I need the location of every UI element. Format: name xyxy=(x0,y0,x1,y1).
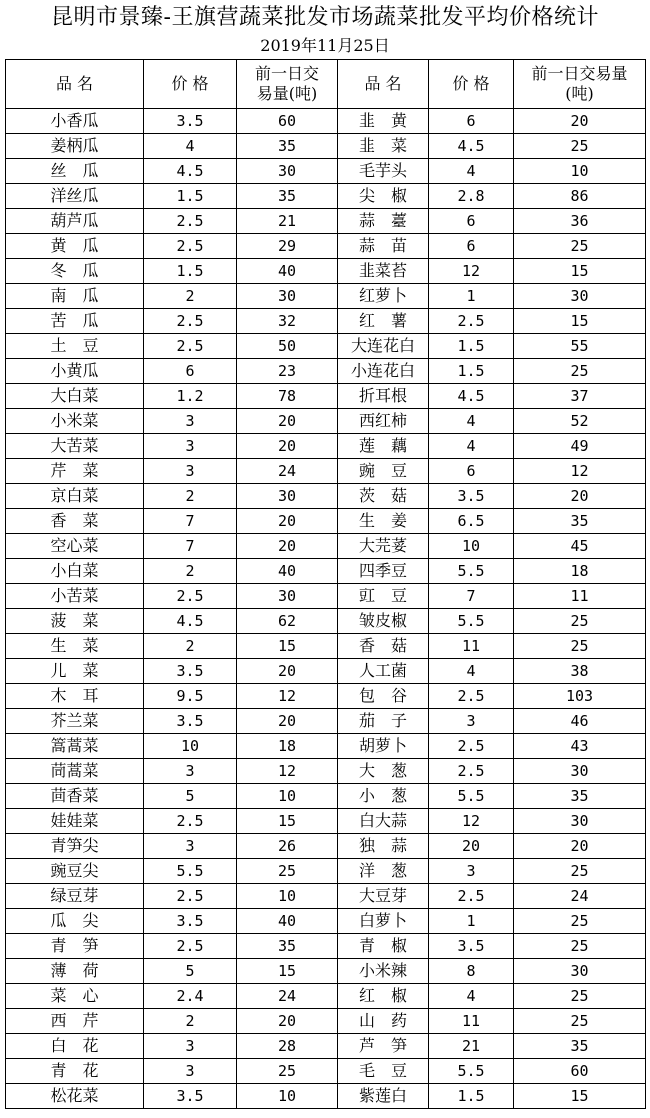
volume-right: 12 xyxy=(514,459,646,484)
table-row xyxy=(6,584,646,609)
vegetable-name-right: 小 葱 xyxy=(338,784,429,809)
price-left: 7 xyxy=(144,534,237,559)
volume-left: 10 xyxy=(237,784,338,809)
vegetable-name-right: 毛芋头 xyxy=(338,159,429,184)
price-right: 2.5 xyxy=(429,734,514,759)
page-title: 昆明市景臻-王旗营蔬菜批发市场蔬菜批发平均价格统计 xyxy=(51,5,599,30)
vegetable-name-left: 西 芹 xyxy=(6,1009,144,1034)
volume-right: 20 xyxy=(514,109,646,134)
vegetable-name-left: 薄 荷 xyxy=(6,959,144,984)
volume-left: 12 xyxy=(237,759,338,784)
vegetable-name-right: 蒜 薹 xyxy=(338,209,429,234)
price-left: 3 xyxy=(144,459,237,484)
table-row xyxy=(6,709,646,734)
price-right: 3.5 xyxy=(429,934,514,959)
price-left: 3 xyxy=(144,1034,237,1059)
price-right: 4 xyxy=(429,409,514,434)
price-right: 4 xyxy=(429,159,514,184)
price-left: 3 xyxy=(144,834,237,859)
table-row xyxy=(6,284,646,309)
vegetable-name-left: 芹 菜 xyxy=(6,459,144,484)
price-left: 3.5 xyxy=(144,709,237,734)
price-right: 20 xyxy=(429,834,514,859)
vegetable-name-left: 小黄瓜 xyxy=(6,359,144,384)
vegetable-name-right: 紫莲白 xyxy=(338,1084,429,1109)
volume-left: 24 xyxy=(237,459,338,484)
vegetable-name-right: 豇 豆 xyxy=(338,584,429,609)
price-left: 3 xyxy=(144,1059,237,1084)
vegetable-name-right: 韭菜苔 xyxy=(338,259,429,284)
volume-right: 10 xyxy=(514,159,646,184)
table-row xyxy=(6,459,646,484)
table-row xyxy=(6,859,646,884)
volume-left: 40 xyxy=(237,909,338,934)
volume-left: 35 xyxy=(237,134,338,159)
volume-left: 18 xyxy=(237,734,338,759)
vegetable-name-right: 韭 菜 xyxy=(338,134,429,159)
vegetable-name-left: 黄 瓜 xyxy=(6,234,144,259)
table-row xyxy=(6,184,646,209)
volume-left: 20 xyxy=(237,509,338,534)
vegetable-name-left: 豌豆尖 xyxy=(6,859,144,884)
price-left: 4.5 xyxy=(144,609,237,634)
volume-right: 37 xyxy=(514,384,646,409)
price-right: 1.5 xyxy=(429,1084,514,1109)
vegetable-name-left: 白 花 xyxy=(6,1034,144,1059)
price-right: 1 xyxy=(429,284,514,309)
volume-right: 45 xyxy=(514,534,646,559)
volume-left: 25 xyxy=(237,1059,338,1084)
price-right: 6 xyxy=(429,234,514,259)
vegetable-name-left: 小白菜 xyxy=(6,559,144,584)
volume-right: 30 xyxy=(514,759,646,784)
vegetable-name-left: 木 耳 xyxy=(6,684,144,709)
table-row xyxy=(6,159,646,184)
vegetable-name-left: 青 笋 xyxy=(6,934,144,959)
header-volume-right-line2: (吨) xyxy=(565,84,594,103)
vegetable-name-left: 茴香菜 xyxy=(6,784,144,809)
price-right: 21 xyxy=(429,1034,514,1059)
vegetable-name-left: 青笋尖 xyxy=(6,834,144,859)
table-row xyxy=(6,959,646,984)
volume-left: 35 xyxy=(237,184,338,209)
table-row xyxy=(6,784,646,809)
table-row xyxy=(6,1059,646,1084)
price-right: 6.5 xyxy=(429,509,514,534)
table-row xyxy=(6,384,646,409)
price-right: 6 xyxy=(429,209,514,234)
table-row xyxy=(6,334,646,359)
volume-right: 20 xyxy=(514,484,646,509)
vegetable-name-left: 小米菜 xyxy=(6,409,144,434)
vegetable-name-right: 独 蒜 xyxy=(338,834,429,859)
price-left: 4.5 xyxy=(144,159,237,184)
price-right: 11 xyxy=(429,1009,514,1034)
vegetable-name-left: 青 花 xyxy=(6,1059,144,1084)
price-right: 4 xyxy=(429,984,514,1009)
vegetable-name-right: 折耳根 xyxy=(338,384,429,409)
volume-left: 25 xyxy=(237,859,338,884)
volume-left: 30 xyxy=(237,484,338,509)
vegetable-name-right: 红萝卜 xyxy=(338,284,429,309)
volume-right: 30 xyxy=(514,959,646,984)
vegetable-name-right: 茄 子 xyxy=(338,709,429,734)
table-row xyxy=(6,1034,646,1059)
volume-left: 30 xyxy=(237,284,338,309)
volume-left: 32 xyxy=(237,309,338,334)
volume-left: 12 xyxy=(237,684,338,709)
price-left: 1.5 xyxy=(144,259,237,284)
vegetable-name-left: 儿 菜 xyxy=(6,659,144,684)
table-row xyxy=(6,684,646,709)
volume-left: 35 xyxy=(237,934,338,959)
volume-left: 24 xyxy=(237,984,338,1009)
vegetable-name-left: 空心菜 xyxy=(6,534,144,559)
volume-right: 20 xyxy=(514,834,646,859)
vegetable-name-left: 苦 瓜 xyxy=(6,309,144,334)
volume-right: 15 xyxy=(514,309,646,334)
price-right: 6 xyxy=(429,109,514,134)
price-left: 10 xyxy=(144,734,237,759)
price-right: 4 xyxy=(429,659,514,684)
vegetable-name-left: 南 瓜 xyxy=(6,284,144,309)
volume-right: 15 xyxy=(514,1084,646,1109)
vegetable-name-right: 大豆芽 xyxy=(338,884,429,909)
price-right: 2.8 xyxy=(429,184,514,209)
volume-right: 24 xyxy=(514,884,646,909)
volume-right: 25 xyxy=(514,859,646,884)
vegetable-name-left: 香 菜 xyxy=(6,509,144,534)
table-row xyxy=(6,934,646,959)
volume-right: 60 xyxy=(514,1059,646,1084)
volume-right: 55 xyxy=(514,334,646,359)
volume-left: 10 xyxy=(237,884,338,909)
volume-left: 15 xyxy=(237,959,338,984)
table-row xyxy=(6,1009,646,1034)
vegetable-name-left: 瓜 尖 xyxy=(6,909,144,934)
volume-right: 25 xyxy=(514,934,646,959)
price-left: 2 xyxy=(144,1009,237,1034)
price-right: 12 xyxy=(429,809,514,834)
vegetable-name-right: 大芫荽 xyxy=(338,534,429,559)
vegetable-name-right: 芦 笋 xyxy=(338,1034,429,1059)
vegetable-name-right: 小米辣 xyxy=(338,959,429,984)
table-row xyxy=(6,409,646,434)
volume-left: 60 xyxy=(237,109,338,134)
table-row xyxy=(6,984,646,1009)
header-volume-left xyxy=(237,60,338,109)
vegetable-name-right: 红 椒 xyxy=(338,984,429,1009)
vegetable-name-left: 葫芦瓜 xyxy=(6,209,144,234)
volume-left: 40 xyxy=(237,259,338,284)
price-right: 10 xyxy=(429,534,514,559)
vegetable-name-right: 皱皮椒 xyxy=(338,609,429,634)
vegetable-name-right: 包 谷 xyxy=(338,684,429,709)
volume-right: 25 xyxy=(514,134,646,159)
header-price-right: 价 格 xyxy=(429,60,514,109)
volume-right: 35 xyxy=(514,784,646,809)
price-right: 8 xyxy=(429,959,514,984)
price-right: 12 xyxy=(429,259,514,284)
price-left: 9.5 xyxy=(144,684,237,709)
price-left: 2.5 xyxy=(144,584,237,609)
price-left: 3 xyxy=(144,409,237,434)
table-row xyxy=(6,109,646,134)
header-volume-right xyxy=(514,60,646,109)
price-left: 2 xyxy=(144,559,237,584)
header-row xyxy=(6,60,646,109)
price-left: 2.5 xyxy=(144,309,237,334)
vegetable-name-right: 四季豆 xyxy=(338,559,429,584)
price-left: 4 xyxy=(144,134,237,159)
vegetable-name-left: 京白菜 xyxy=(6,484,144,509)
vegetable-name-right: 生 姜 xyxy=(338,509,429,534)
vegetable-name-right: 大连花白 xyxy=(338,334,429,359)
volume-right: 25 xyxy=(514,909,646,934)
vegetable-name-left: 小苦菜 xyxy=(6,584,144,609)
volume-left: 10 xyxy=(237,1084,338,1109)
volume-left: 20 xyxy=(237,659,338,684)
vegetable-name-left: 大苦菜 xyxy=(6,434,144,459)
volume-right: 25 xyxy=(514,634,646,659)
volume-left: 20 xyxy=(237,409,338,434)
price-left: 3 xyxy=(144,759,237,784)
header-volume-left-line2: 易量(吨) xyxy=(256,84,318,103)
table-row xyxy=(6,759,646,784)
price-right: 11 xyxy=(429,634,514,659)
price-right: 1.5 xyxy=(429,359,514,384)
vegetable-name-left: 土 豆 xyxy=(6,334,144,359)
volume-right: 15 xyxy=(514,259,646,284)
table-row xyxy=(6,434,646,459)
table-row xyxy=(6,559,646,584)
price-left: 1.2 xyxy=(144,384,237,409)
table-row xyxy=(6,484,646,509)
volume-right: 43 xyxy=(514,734,646,759)
volume-left: 20 xyxy=(237,434,338,459)
table-row xyxy=(6,359,646,384)
header-volume-left-line1: 前一日交 xyxy=(254,64,319,83)
table-row xyxy=(6,734,646,759)
table-row xyxy=(6,884,646,909)
volume-right: 25 xyxy=(514,234,646,259)
vegetable-name-right: 胡萝卜 xyxy=(338,734,429,759)
price-right: 5.5 xyxy=(429,609,514,634)
header-volume-right-line1: 前一日交易量 xyxy=(531,64,628,83)
price-right: 2.5 xyxy=(429,884,514,909)
vegetable-name-right: 毛 豆 xyxy=(338,1059,429,1084)
volume-right: 46 xyxy=(514,709,646,734)
vegetable-name-right: 西红柿 xyxy=(338,409,429,434)
table-row xyxy=(6,309,646,334)
volume-left: 50 xyxy=(237,334,338,359)
vegetable-name-right: 白萝卜 xyxy=(338,909,429,934)
vegetable-name-right: 莲 藕 xyxy=(338,434,429,459)
volume-right: 103 xyxy=(514,684,646,709)
vegetable-name-right: 韭 黄 xyxy=(338,109,429,134)
vegetable-name-right: 大 葱 xyxy=(338,759,429,784)
vegetable-name-right: 人工菌 xyxy=(338,659,429,684)
table-row xyxy=(6,809,646,834)
volume-right: 25 xyxy=(514,984,646,1009)
price-left: 2.5 xyxy=(144,234,237,259)
price-right: 5.5 xyxy=(429,784,514,809)
vegetable-name-right: 白大蒜 xyxy=(338,809,429,834)
price-left: 2 xyxy=(144,284,237,309)
table-row xyxy=(6,209,646,234)
report-date: 2019年11月25日 xyxy=(260,36,390,55)
volume-left: 15 xyxy=(237,634,338,659)
price-right: 2.5 xyxy=(429,684,514,709)
price-left: 3.5 xyxy=(144,1084,237,1109)
price-right: 3 xyxy=(429,709,514,734)
price-right: 3 xyxy=(429,859,514,884)
table-row xyxy=(6,259,646,284)
price-left: 2.5 xyxy=(144,334,237,359)
price-right: 4 xyxy=(429,434,514,459)
vegetable-name-left: 茼蒿菜 xyxy=(6,759,144,784)
vegetable-name-right: 山 药 xyxy=(338,1009,429,1034)
vegetable-name-right: 茨 菇 xyxy=(338,484,429,509)
vegetable-name-right: 青 椒 xyxy=(338,934,429,959)
price-left: 3.5 xyxy=(144,909,237,934)
vegetable-name-left: 娃娃菜 xyxy=(6,809,144,834)
price-right: 2.5 xyxy=(429,309,514,334)
table-row xyxy=(6,534,646,559)
price-right: 5.5 xyxy=(429,1059,514,1084)
volume-left: 15 xyxy=(237,809,338,834)
vegetable-name-left: 松花菜 xyxy=(6,1084,144,1109)
vegetable-name-right: 蒜 苗 xyxy=(338,234,429,259)
volume-left: 40 xyxy=(237,559,338,584)
volume-left: 21 xyxy=(237,209,338,234)
vegetable-name-left: 菠 菜 xyxy=(6,609,144,634)
price-right: 3.5 xyxy=(429,484,514,509)
volume-left: 20 xyxy=(237,534,338,559)
price-left: 3.5 xyxy=(144,659,237,684)
volume-left: 20 xyxy=(237,1009,338,1034)
price-left: 5.5 xyxy=(144,859,237,884)
table-row xyxy=(6,1084,646,1109)
volume-right: 30 xyxy=(514,809,646,834)
vegetable-name-left: 洋丝瓜 xyxy=(6,184,144,209)
price-right: 5.5 xyxy=(429,559,514,584)
vegetable-name-left: 丝 瓜 xyxy=(6,159,144,184)
price-right: 1 xyxy=(429,909,514,934)
volume-right: 35 xyxy=(514,509,646,534)
price-left: 2.5 xyxy=(144,809,237,834)
vegetable-name-right: 香 菇 xyxy=(338,634,429,659)
volume-left: 78 xyxy=(237,384,338,409)
header-price-left: 价 格 xyxy=(144,60,237,109)
vegetable-name-left: 芥兰菜 xyxy=(6,709,144,734)
vegetable-name-left: 菜 心 xyxy=(6,984,144,1009)
price-right: 7 xyxy=(429,584,514,609)
price-left: 1.5 xyxy=(144,184,237,209)
table-row xyxy=(6,234,646,259)
vegetable-name-left: 生 菜 xyxy=(6,634,144,659)
volume-right: 52 xyxy=(514,409,646,434)
table-row xyxy=(6,659,646,684)
volume-left: 26 xyxy=(237,834,338,859)
volume-right: 25 xyxy=(514,1009,646,1034)
price-right: 4.5 xyxy=(429,384,514,409)
volume-right: 36 xyxy=(514,209,646,234)
price-right: 1.5 xyxy=(429,334,514,359)
price-left: 5 xyxy=(144,959,237,984)
volume-left: 29 xyxy=(237,234,338,259)
volume-right: 86 xyxy=(514,184,646,209)
price-right: 6 xyxy=(429,459,514,484)
vegetable-name-left: 姜柄瓜 xyxy=(6,134,144,159)
price-left: 6 xyxy=(144,359,237,384)
volume-left: 23 xyxy=(237,359,338,384)
header-name-left: 品 名 xyxy=(6,60,144,109)
volume-left: 30 xyxy=(237,159,338,184)
vegetable-name-right: 洋 葱 xyxy=(338,859,429,884)
price-left: 7 xyxy=(144,509,237,534)
vegetable-name-left: 大白菜 xyxy=(6,384,144,409)
volume-right: 38 xyxy=(514,659,646,684)
vegetable-name-right: 红 薯 xyxy=(338,309,429,334)
price-left: 2.4 xyxy=(144,984,237,1009)
vegetable-name-right: 小连花白 xyxy=(338,359,429,384)
header-name-right: 品 名 xyxy=(338,60,429,109)
volume-right: 25 xyxy=(514,609,646,634)
volume-left: 62 xyxy=(237,609,338,634)
table-row xyxy=(6,134,646,159)
price-left: 2 xyxy=(144,484,237,509)
table-row xyxy=(6,509,646,534)
volume-right: 18 xyxy=(514,559,646,584)
price-left: 5 xyxy=(144,784,237,809)
volume-right: 25 xyxy=(514,359,646,384)
volume-left: 28 xyxy=(237,1034,338,1059)
table-row xyxy=(6,834,646,859)
vegetable-name-left: 冬 瓜 xyxy=(6,259,144,284)
price-left: 2.5 xyxy=(144,209,237,234)
volume-left: 20 xyxy=(237,709,338,734)
volume-left: 30 xyxy=(237,584,338,609)
price-right: 2.5 xyxy=(429,759,514,784)
vegetable-name-right: 豌 豆 xyxy=(338,459,429,484)
price-left: 2.5 xyxy=(144,934,237,959)
table-row xyxy=(6,634,646,659)
volume-right: 49 xyxy=(514,434,646,459)
volume-right: 30 xyxy=(514,284,646,309)
vegetable-name-right: 尖 椒 xyxy=(338,184,429,209)
price-table xyxy=(5,59,646,1109)
price-left: 2.5 xyxy=(144,884,237,909)
price-left: 3 xyxy=(144,434,237,459)
table-row xyxy=(6,909,646,934)
table-row xyxy=(6,609,646,634)
vegetable-name-left: 绿豆芽 xyxy=(6,884,144,909)
price-left: 3.5 xyxy=(144,109,237,134)
volume-right: 35 xyxy=(514,1034,646,1059)
price-right: 4.5 xyxy=(429,134,514,159)
volume-right: 11 xyxy=(514,584,646,609)
vegetable-name-left: 篙蒿菜 xyxy=(6,734,144,759)
vegetable-name-left: 小香瓜 xyxy=(6,109,144,134)
price-left: 2 xyxy=(144,634,237,659)
